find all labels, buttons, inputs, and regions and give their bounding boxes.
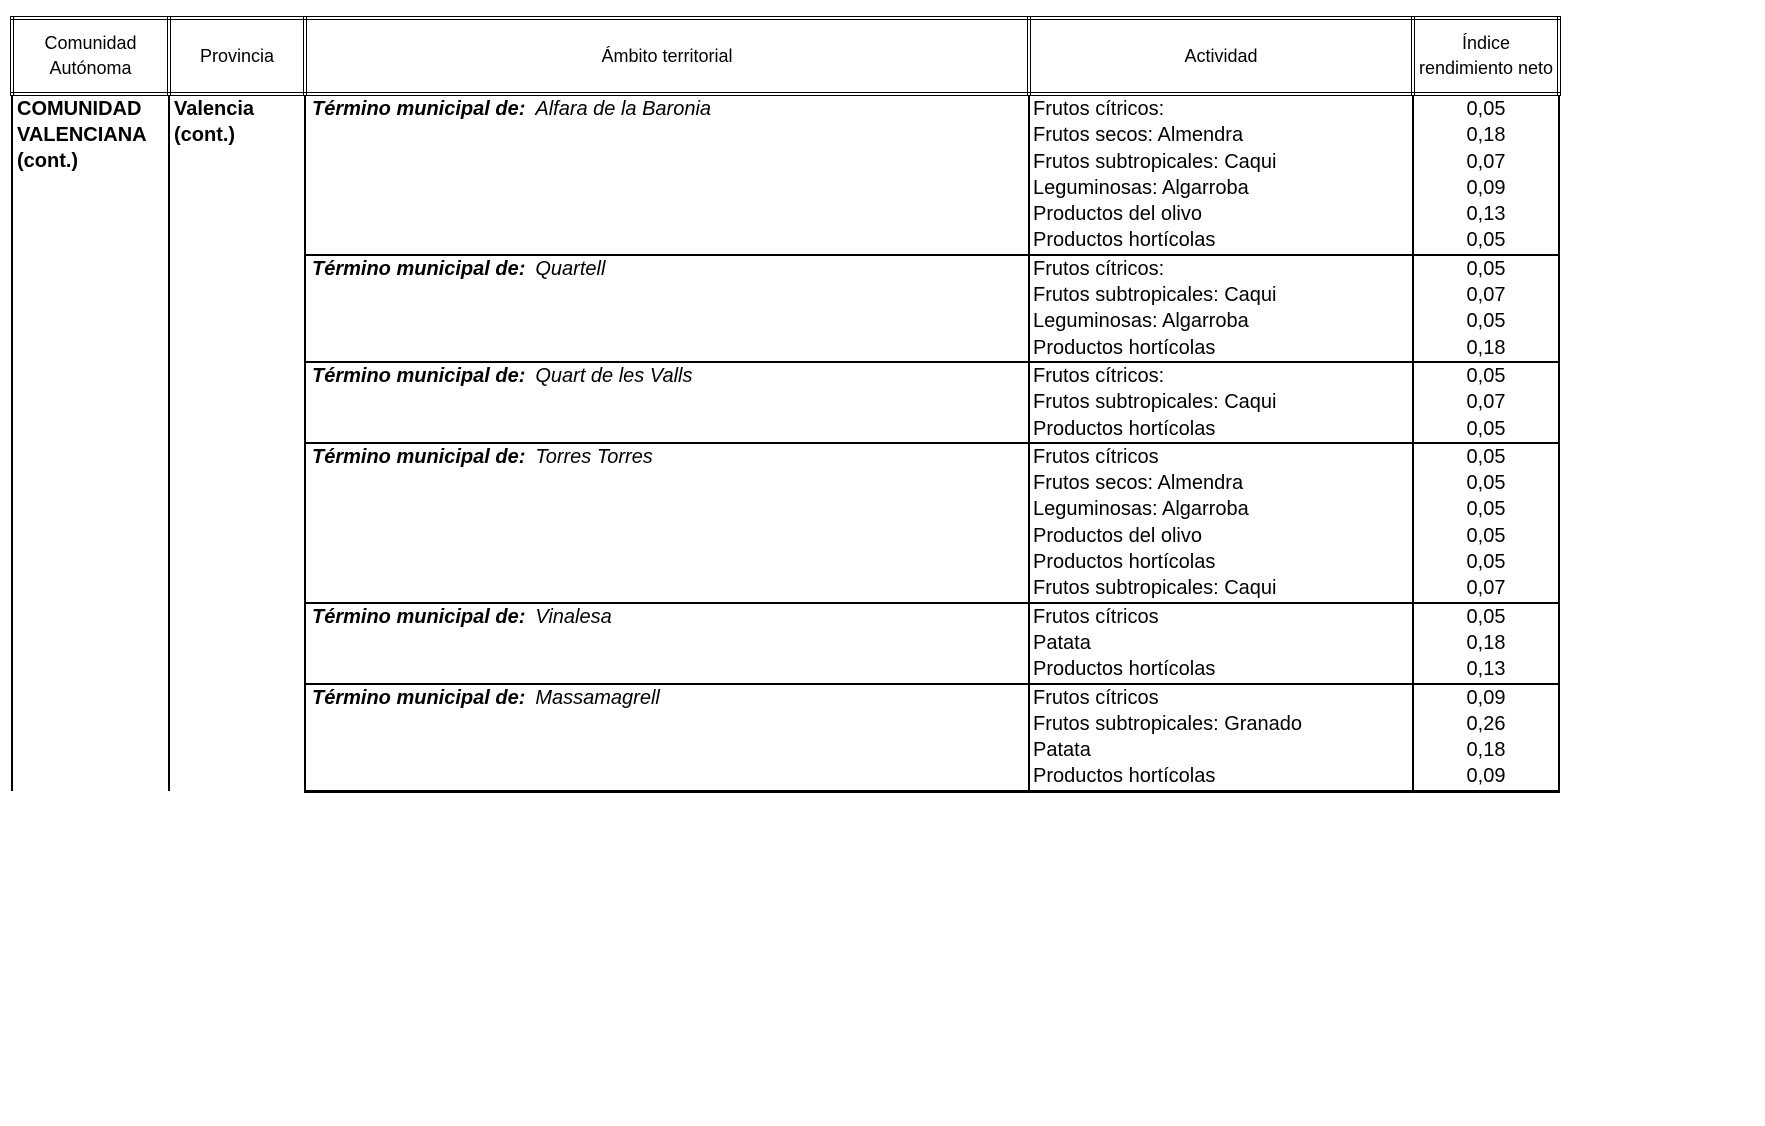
actividad-line: Productos hortícolas	[1033, 229, 1216, 252]
header-provincia: Provincia	[169, 18, 305, 94]
header-indice: Índice rendimiento neto	[1413, 18, 1559, 94]
actividad-line: Productos hortícolas	[1033, 417, 1216, 440]
actividad-line: Productos hortícolas	[1033, 765, 1216, 788]
ambito-cell	[305, 443, 1029, 603]
indice-value: 0,07	[1466, 391, 1506, 414]
actividad-line: Frutos cítricos:	[1033, 257, 1165, 280]
indice-cell	[1413, 255, 1559, 362]
indice-value: 0,26	[1466, 712, 1506, 735]
indice-value: 0,13	[1466, 658, 1506, 681]
actividad-line: Frutos cítricos:	[1033, 98, 1165, 120]
ambito-cell	[305, 255, 1029, 362]
actividad-line: Productos del olivo	[1033, 203, 1202, 226]
table-header	[12, 18, 1559, 94]
ambito-name: Quartell	[535, 257, 606, 280]
indice-value: 0,09	[1466, 176, 1506, 199]
ambito-prefix: Término municipal de:	[312, 445, 526, 468]
ambito-prefix: Término municipal de:	[312, 686, 526, 709]
indice-cell	[1413, 362, 1559, 443]
indice-value: 0,05	[1466, 605, 1506, 628]
indice-value: 0,05	[1466, 498, 1506, 521]
actividad-line: Frutos cítricos:	[1033, 364, 1165, 387]
actividad-line: Patata	[1033, 739, 1091, 762]
indice-value: 0,09	[1466, 765, 1506, 788]
actividad-cell	[1029, 255, 1413, 362]
actividad-line: Frutos cítricos	[1033, 686, 1159, 709]
document-page	[10, 16, 1561, 793]
actividad-line: Frutos secos: Almendra	[1033, 124, 1244, 147]
indice-value: 0,07	[1466, 284, 1506, 307]
header-actividad: Actividad	[1029, 18, 1413, 94]
ambito-cell	[305, 603, 1029, 684]
actividad-line: Frutos secos: Almendra	[1033, 472, 1244, 495]
header-comunidad: Comunidad Autónoma	[12, 18, 169, 94]
actividad-cell	[1029, 684, 1413, 792]
header-ambito: Ámbito territorial	[305, 18, 1029, 94]
actividad-cell	[1029, 362, 1413, 443]
ambito-name: Vinalesa	[535, 605, 612, 628]
indice-value: 0,18	[1466, 739, 1506, 762]
indice-value: 0,05	[1466, 445, 1506, 468]
ambito-prefix: Término municipal de:	[312, 98, 526, 120]
actividad-line: Leguminosas: Algarroba	[1033, 310, 1249, 333]
actividad-cell	[1029, 443, 1413, 603]
actividad-line: Leguminosas: Algarroba	[1033, 498, 1249, 521]
actividad-line: Patata	[1033, 631, 1091, 654]
actividad-cell	[1029, 603, 1413, 684]
indice-value: 0,05	[1466, 310, 1506, 333]
indice-value: 0,13	[1466, 203, 1506, 226]
indice-value: 0,07	[1466, 150, 1506, 173]
actividad-line: Productos hortícolas	[1033, 658, 1216, 681]
ambito-prefix: Término municipal de:	[312, 605, 526, 628]
ambito-cell	[305, 684, 1029, 792]
indice-value: 0,05	[1466, 472, 1506, 495]
ambito-cell	[305, 362, 1029, 443]
comunidad-cell: COMUNIDAD VALENCIANA (cont.)	[12, 94, 169, 791]
indice-cell	[1413, 684, 1559, 792]
actividad-line: Frutos subtropicales: Caqui	[1033, 577, 1277, 600]
rendimiento-table	[10, 16, 1561, 793]
actividad-line: Frutos subtropicales: Caqui	[1033, 150, 1277, 173]
actividad-line: Frutos subtropicales: Caqui	[1033, 284, 1277, 307]
actividad-line: Productos del olivo	[1033, 524, 1202, 547]
actividad-line: Frutos subtropicales: Granado	[1033, 712, 1303, 735]
actividad-line: Productos hortícolas	[1033, 336, 1216, 359]
indice-value: 0,18	[1466, 631, 1506, 654]
ambito-cell	[305, 94, 1029, 255]
indice-cell	[1413, 94, 1559, 255]
indice-value: 0,05	[1466, 524, 1506, 547]
ambito-prefix: Término municipal de:	[312, 257, 526, 280]
actividad-line: Frutos cítricos	[1033, 605, 1159, 628]
ambito-name: Quart de les Valls	[535, 364, 693, 387]
indice-value: 0,09	[1466, 686, 1506, 709]
table-body	[12, 94, 1559, 791]
actividad-line: Frutos cítricos	[1033, 445, 1159, 468]
ambito-prefix: Término municipal de:	[312, 364, 526, 387]
table-row	[12, 94, 1559, 255]
ambito-name: Torres Torres	[535, 445, 653, 468]
actividad-line: Productos hortícolas	[1033, 551, 1216, 574]
indice-value: 0,18	[1466, 336, 1506, 359]
actividad-cell	[1029, 94, 1413, 255]
indice-value: 0,05	[1466, 98, 1506, 120]
indice-cell	[1413, 443, 1559, 603]
indice-value: 0,07	[1466, 577, 1506, 600]
indice-value: 0,05	[1466, 229, 1506, 252]
actividad-line: Frutos subtropicales: Caqui	[1033, 391, 1277, 414]
provincia-cell: Valencia (cont.)	[169, 94, 305, 791]
ambito-name: Alfara de la Baronia	[535, 98, 712, 120]
indice-cell	[1413, 603, 1559, 684]
ambito-name: Massamagrell	[535, 686, 660, 709]
actividad-line: Leguminosas: Algarroba	[1033, 176, 1249, 199]
indice-value: 0,05	[1466, 257, 1506, 280]
indice-value: 0,05	[1466, 417, 1506, 440]
indice-value: 0,05	[1466, 551, 1506, 574]
indice-value: 0,05	[1466, 364, 1506, 387]
indice-value: 0,18	[1466, 124, 1506, 147]
